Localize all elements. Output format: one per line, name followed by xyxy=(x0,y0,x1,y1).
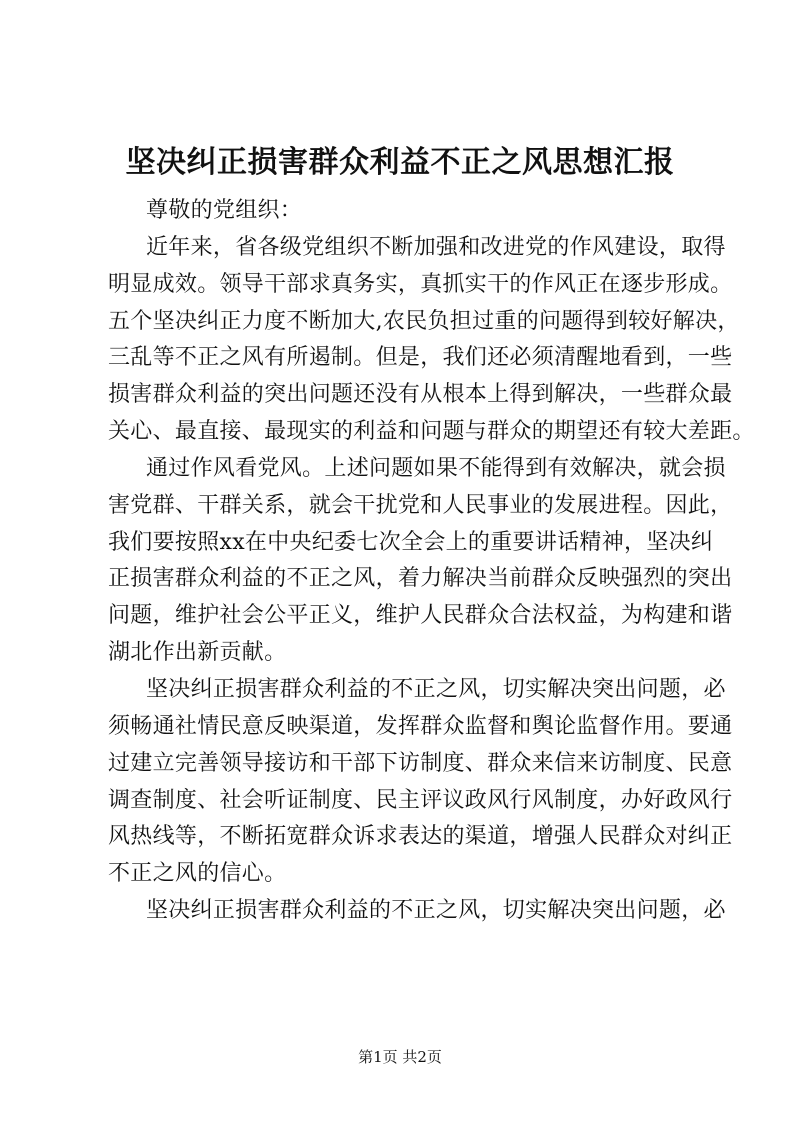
paragraph-line: 关心、最直接、最现实的利益和问题与群众的期望还有较大差距。 xyxy=(108,419,755,445)
paragraph-line: 三乱等不正之风有所遏制。但是，我们还必须清醒地看到，一些 xyxy=(108,345,733,371)
paragraph-line: 害党群、干群关系，就会干扰党和人民事业的发展进程。因此， xyxy=(108,492,733,518)
salutation-line: 尊敬的党组织： xyxy=(146,198,303,223)
document-body xyxy=(108,193,755,930)
paragraph-line: 问题，维护社会公平正义，维护人民群众合法权益，为构建和谐 xyxy=(108,603,733,629)
paragraph-line: 五个坚决纠正力度不断加大,农民负担过重的问题得到较好解决， xyxy=(108,308,740,334)
paragraph-line: 不正之风的信心。 xyxy=(108,861,287,887)
document-title: 坚决纠正损害群众利益不正之风思想汇报 xyxy=(125,145,675,180)
paragraph-line: 通过作风看党风。上述问题如果不能得到有效解决，就会损 xyxy=(146,455,726,481)
paragraph-line: 风热线等，不断拓宽群众诉求表达的渠道，增强人民群众对纠正 xyxy=(108,824,733,850)
paragraph-line: 须畅通社情民意反映渠道，发挥群众监督和舆论监督作用。要通 xyxy=(108,713,733,739)
paragraph-line: 正损害群众利益的不正之风，着力解决当前群众反映强烈的突出 xyxy=(108,566,733,592)
paragraph-line: 明显成效。领导干部求真务实，真抓实干的作风正在逐步形成。 xyxy=(108,271,733,297)
paragraph-line: 过建立完善领导接访和干部下访制度、群众来信来访制度、民意 xyxy=(108,750,733,776)
paragraph-line: 调查制度、社会听证制度、民主评议政风行风制度，办好政风行 xyxy=(108,787,733,813)
paragraph-line: 坚决纠正损害群众利益的不正之风，切实解决突出问题，必 xyxy=(146,676,726,702)
paragraph-line: 近年来，省各级党组织不断加强和改进党的作风建设，取得 xyxy=(146,234,726,260)
paragraph-line: 坚决纠正损害群众利益的不正之风，切实解决突出问题，必 xyxy=(146,898,726,924)
paragraph-line: 湖北作出新贡献。 xyxy=(108,640,287,666)
paragraph-line: 我们要按照xx在中央纪委七次全会上的重要讲话精神，坚决纠 xyxy=(108,529,714,555)
paragraph-line: 损害群众利益的突出问题还没有从根本上得到解决，一些群众最 xyxy=(108,382,733,408)
page-footer: 第1页 共2页 xyxy=(358,1048,442,1066)
